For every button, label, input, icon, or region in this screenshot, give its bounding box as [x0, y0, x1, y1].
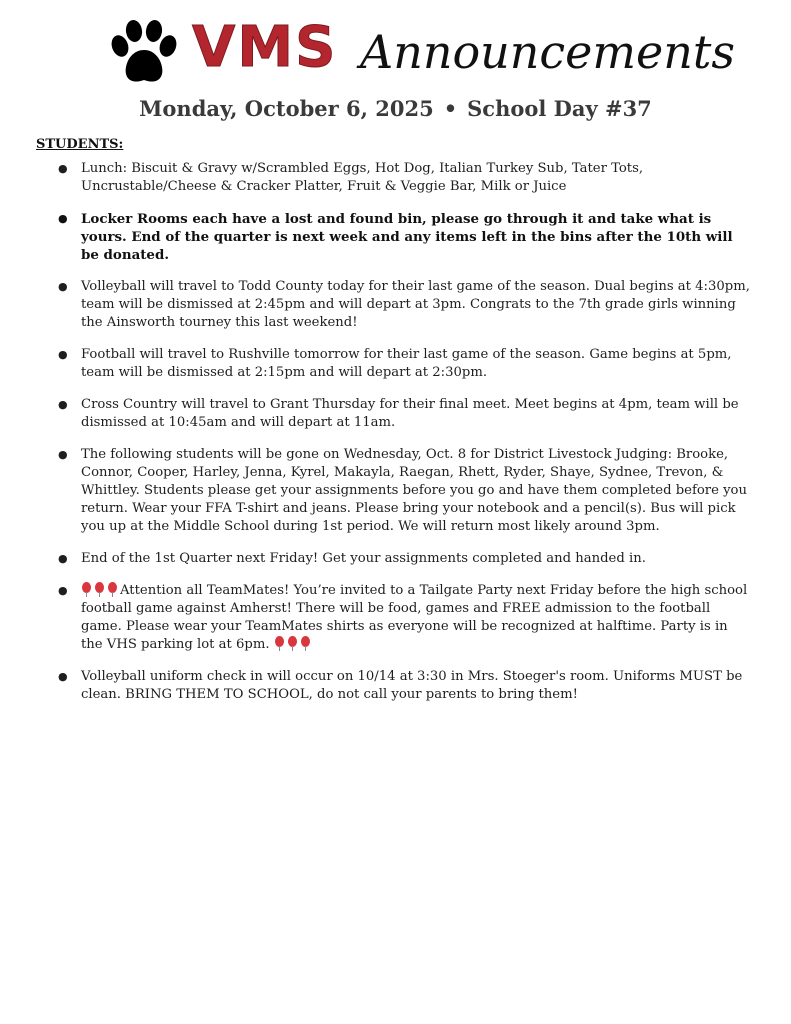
- balloon-icon: [300, 636, 311, 650]
- announcement-list: [56, 160, 750, 718]
- bullet: ●: [58, 398, 68, 411]
- list-item: [56, 668, 750, 704]
- balloon-icon: [107, 582, 118, 596]
- announcement-text: End of the 1st Quarter next Friday! Get your assignments completed and handed in.: [81, 551, 646, 566]
- balloon-icon: [274, 636, 285, 650]
- bullet: ●: [58, 162, 68, 175]
- bullet: ●: [58, 212, 68, 225]
- list-item: [56, 396, 750, 432]
- list-item: [56, 278, 750, 332]
- balloon-icon: [94, 582, 105, 596]
- bullet: ●: [58, 448, 68, 461]
- paw-print-icon: [106, 20, 182, 86]
- bullet: ●: [58, 584, 68, 597]
- announcement-text: The following students will be gone on Wednesday, Oct. 8 for District Livestock Judging: Brooke, Connor, Cooper, Harley, Jenna, Kyrel, Makayla, Raegan, Rhett, Ryder, Shaye, Sydnee, Trevon, & Whittley. Students please get your assignments before you go and have them completed before you return. Wear your FFA T-shirt and jeans. Please bring your notebook and a pencil(s). Bus will pick you up at the Middle School during 1st period. We will return most likely around 3pm.: [81, 447, 747, 534]
- announcement-text: Locker Rooms each have a lost and found bin, please go through it and take what is yours. End of the quarter is next week and any items left in the bins after the 10th will be donated.: [81, 211, 733, 263]
- bullet: ●: [58, 670, 68, 683]
- bullet: ●: [58, 552, 68, 565]
- announcement-text: Volleyball will travel to Todd County today for their last game of the season. Dual begins at 4:30pm, team will be dismissed at 2:45pm and will depart at 3pm. Congrats to the 7th grade girls winning the Ainsworth tourney this last weekend!: [81, 279, 750, 330]
- list-item: [56, 582, 750, 654]
- bullet: ●: [58, 280, 68, 293]
- list-item: [56, 550, 750, 568]
- date-line: [0, 96, 791, 121]
- bullet: ●: [58, 348, 68, 361]
- announcement-text: Attention all TeamMates! You’re invited to a Tailgate Party next Friday before the high school football game against Amherst! There will be food, games and FREE admission to the football game. Please wear your TeamMates shirts as everyone will be recognized at halftime. Party is in the VHS parking lot at 6pm.: [81, 583, 748, 652]
- date-separator: •: [443, 96, 458, 121]
- list-item: [56, 446, 750, 536]
- balloon-icon: [81, 582, 92, 596]
- announcement-text: Volleyball uniform check in will occur on 10/14 at 3:30 in Mrs. Stoeger's room. Uniforms MUST be clean. BRING THEM TO SCHOOL, do not call your parents to bring them!: [81, 669, 743, 702]
- announcement-text: Cross Country will travel to Grant Thursday for their final meet. Meet begins at 4pm, team will be dismissed at 10:45am and will depart at 11am.: [81, 397, 739, 430]
- school-day-text: School Day #37: [467, 96, 652, 121]
- header-title: Announcements: [360, 25, 735, 79]
- balloon-icon: [287, 636, 298, 650]
- announcement-text: Lunch: Biscuit & Gravy w/Scrambled Eggs, Hot Dog, Italian Turkey Sub, Tater Tots, Uncrustable/Cheese & Cracker Platter, Fruit & Veggie Bar, Milk or Juice: [81, 161, 644, 194]
- logo-text: VMS: [192, 15, 338, 80]
- list-item: [56, 160, 750, 196]
- list-item: [56, 210, 750, 264]
- announcement-text: Football will travel to Rushville tomorrow for their last game of the season. Game begins at 5pm, team will be dismissed at 2:15pm and will depart at 2:30pm.: [81, 347, 732, 380]
- header: [0, 14, 791, 94]
- date-text: Monday, October 6, 2025: [139, 96, 434, 121]
- list-item: [56, 346, 750, 382]
- section-label: STUDENTS:: [36, 137, 124, 152]
